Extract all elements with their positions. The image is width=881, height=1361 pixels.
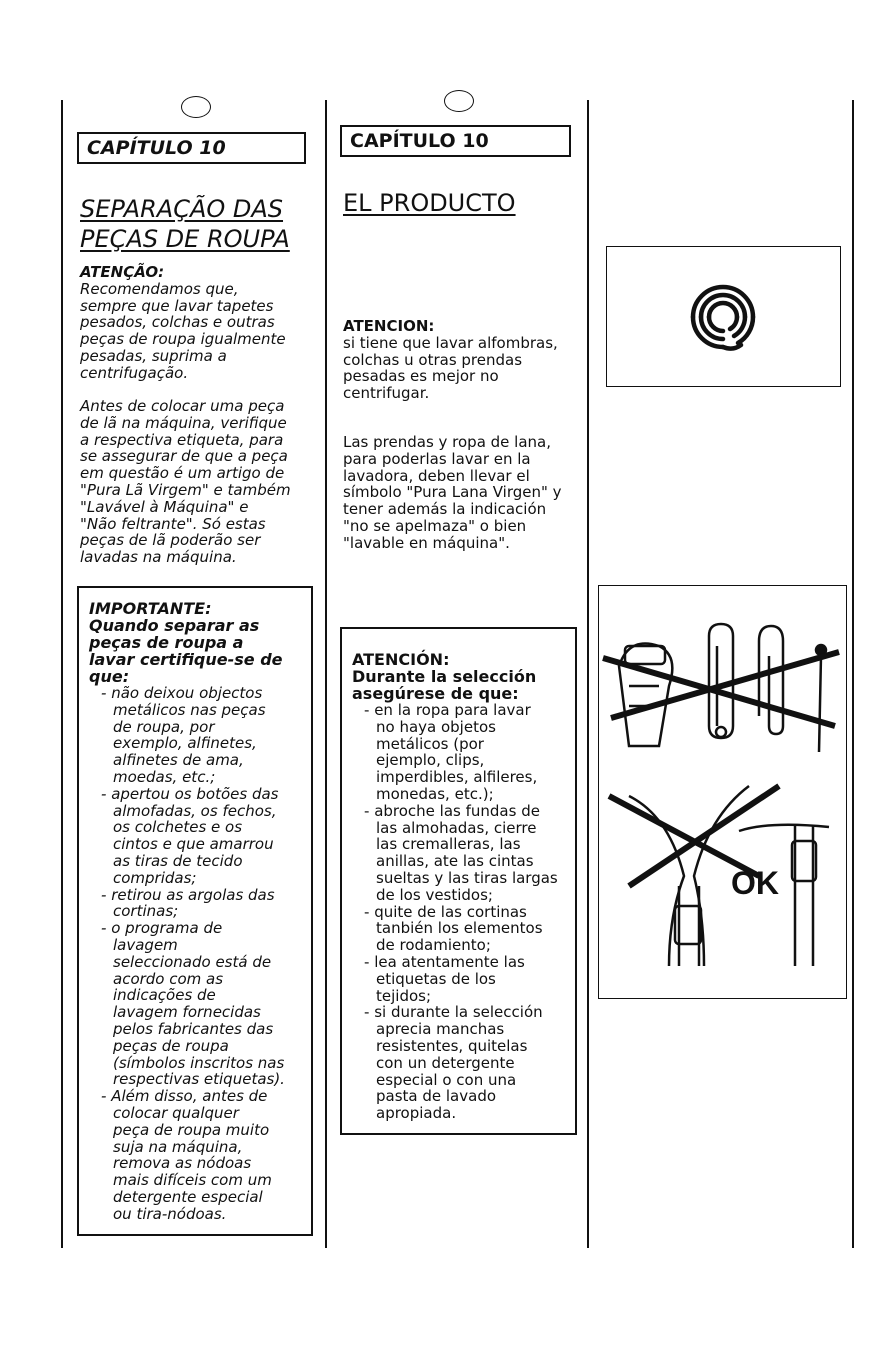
important-list bbox=[89, 685, 311, 1223]
list-item: - retirou as argolas das cortinas; bbox=[89, 887, 311, 921]
list-item: - lea atentamente las etiquetas de los tejidos; bbox=[352, 954, 575, 1004]
clothes-items-illustration bbox=[599, 586, 845, 996]
list-item: - en la ropa para lavar no haya objetos metálicos (por ejemplo, clips, imperdibles, alfileres, monedas, etc.); bbox=[352, 702, 575, 803]
paper-clip-icon bbox=[759, 626, 783, 734]
list-item: - não deixou objectos metálicos nas peças de roupa, por exemplo, alfinetes, alfinetes de ama, moedas, etc.; bbox=[89, 685, 311, 786]
zipper-ok-label: OK bbox=[731, 865, 779, 901]
section-title: SEPARAÇÃO DAS PEÇAS DE ROUPA bbox=[80, 195, 290, 253]
list-item: - si durante la selección aprecia manchas resistentes, quitelas con un detergente especial o con una pasta de lavado apropiada. bbox=[352, 1004, 575, 1122]
list-item: - Além disso, antes de colocar qualquer peça de roupa muito suja na máquina, remova as nódoas mais difíceis com um detergente especial ou tira-nódoas. bbox=[89, 1088, 311, 1222]
woolmark-icon bbox=[673, 267, 773, 367]
wool-paragraph: Antes de colocar uma peça de lã na máquina, verifique a respectiva etiqueta, para se assegurar de que a peça em questão é um artigo de "Pura Lã Virgem" e também "Lavável à Máquina" e "Não feltrante". Só estas peças de lã poderão ser lavadas na máquina. bbox=[80, 397, 291, 567]
attention-list bbox=[352, 702, 575, 1122]
list-item: - abroche las fundas de las almohadas, cierre las cremalleras, las anillas, ate las cintas sueltas y las tiras largas de los vestidos; bbox=[352, 803, 575, 904]
attention-paragraph: ATENCION: si tiene que lavar alfombras, colchas u otras prendas pesadas es mejor no centrifugar. bbox=[343, 317, 558, 403]
column-rule-right bbox=[852, 100, 854, 1248]
column-rule-left bbox=[61, 100, 63, 1248]
sorting-illustration bbox=[598, 585, 847, 999]
list-item: - apertou os botões das almofadas, os fechos, os colchetes e os cintos e que amarrou as tiras de tecido compridas; bbox=[89, 786, 311, 887]
important-heading: IMPORTANTE: Quando separar as peças de roupa a lavar certifique-se de que: bbox=[89, 599, 283, 686]
attention-box-heading: ATENCIÓN: Durante la selección asegúrese de que: bbox=[352, 650, 537, 703]
important-box bbox=[77, 586, 313, 1236]
wool-paragraph: Las prendas y ropa de lana, para poderlas lavar en la lavadora, deben llevar el símbolo "Pura Lana Virgen" y tener además la indicación "no se apelmaza" o bien "lavable en máquina". bbox=[343, 433, 562, 552]
section-title: EL PRODUCTO bbox=[343, 189, 516, 217]
chapter-heading: CAPÍTULO 10 bbox=[340, 125, 571, 157]
list-item: - quite de las cortinas tanbién los elementos de rodamiento; bbox=[352, 904, 575, 954]
column-rule-center-left bbox=[325, 100, 327, 1248]
attention-box bbox=[340, 627, 577, 1135]
woolmark-figure bbox=[606, 246, 841, 387]
language-marker-portuguese bbox=[181, 96, 211, 118]
language-marker-spanish bbox=[444, 90, 474, 112]
list-item: - o programa de lavagem seleccionado está de acordo com as indicações de lavagem fornecidas pelos fabricantes das peças de roupa (símbolos inscritos nas respectivas etiquetas). bbox=[89, 920, 311, 1088]
chapter-heading: CAPÍTULO 10 bbox=[77, 132, 306, 164]
column-rule-center-right bbox=[587, 100, 589, 1248]
attention-paragraph: ATENÇÃO: Recomendamos que, sempre que lavar tapetes pesados, colchas e outras peças de roupa igualmente pesadas, suprima a centrifugação. bbox=[80, 263, 286, 382]
belt-buckle-icon bbox=[619, 644, 672, 747]
